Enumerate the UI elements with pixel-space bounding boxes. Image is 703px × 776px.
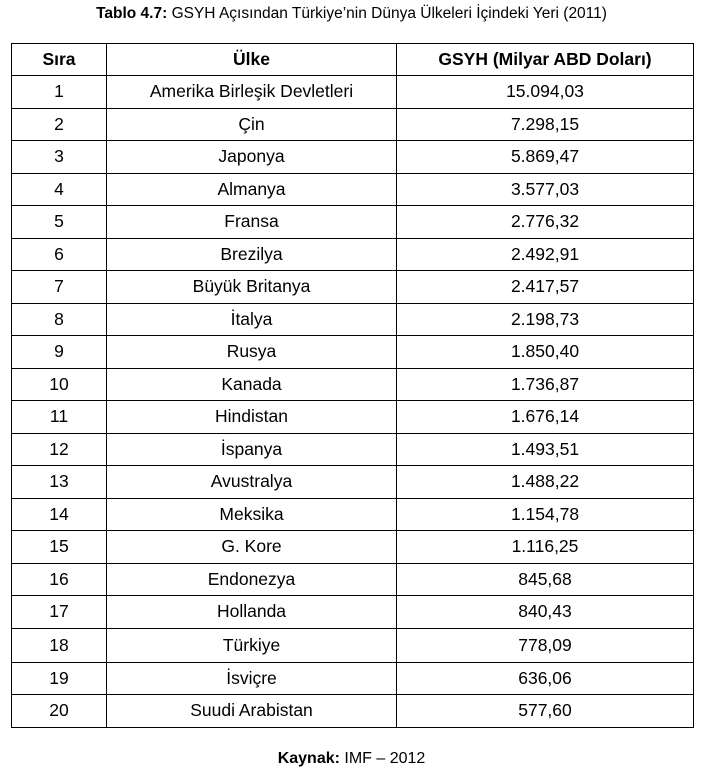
table-header-row	[12, 44, 694, 76]
cell-rank: 14	[12, 498, 107, 531]
cell-rank: 10	[12, 368, 107, 401]
cell-country: Rusya	[107, 336, 397, 369]
cell-rank: 6	[12, 238, 107, 271]
cell-rank: 16	[12, 563, 107, 596]
cell-gdp: 1.850,40	[397, 336, 694, 369]
cell-rank: 3	[12, 141, 107, 174]
cell-gdp: 840,43	[397, 596, 694, 629]
cell-gdp: 778,09	[397, 628, 694, 662]
header-country: Ülke	[107, 44, 397, 76]
cell-country: Avustralya	[107, 466, 397, 499]
table-row	[12, 173, 694, 206]
cell-gdp: 636,06	[397, 662, 694, 695]
cell-rank: 8	[12, 303, 107, 336]
table-row	[12, 596, 694, 629]
cell-country: İspanya	[107, 433, 397, 466]
table-row	[12, 466, 694, 499]
table-row	[12, 76, 694, 109]
caption-label: Tablo 4.7:	[96, 5, 168, 22]
cell-gdp: 1.154,78	[397, 498, 694, 531]
table-row	[12, 695, 694, 728]
gdp-ranking-table	[11, 43, 694, 728]
cell-country: Hollanda	[107, 596, 397, 629]
table-row	[12, 401, 694, 434]
table-row	[12, 141, 694, 174]
table-row	[12, 238, 694, 271]
cell-rank: 4	[12, 173, 107, 206]
cell-country: İsviçre	[107, 662, 397, 695]
cell-rank: 19	[12, 662, 107, 695]
header-gdp: GSYH (Milyar ABD Doları)	[397, 44, 694, 76]
cell-country: Japonya	[107, 141, 397, 174]
cell-country: Almanya	[107, 173, 397, 206]
cell-gdp: 1.116,25	[397, 531, 694, 564]
cell-gdp: 3.577,03	[397, 173, 694, 206]
table-row	[12, 336, 694, 369]
table-row	[12, 662, 694, 695]
table-caption	[0, 5, 703, 23]
cell-gdp: 845,68	[397, 563, 694, 596]
cell-country: İtalya	[107, 303, 397, 336]
source-text: IMF – 2012	[339, 750, 426, 767]
cell-gdp: 1.676,14	[397, 401, 694, 434]
table-row	[12, 531, 694, 564]
table-body	[12, 76, 694, 728]
cell-country: Çin	[107, 108, 397, 141]
table-row	[12, 108, 694, 141]
cell-rank: 2	[12, 108, 107, 141]
cell-country: Fransa	[107, 206, 397, 239]
cell-rank: 11	[12, 401, 107, 434]
cell-gdp: 7.298,15	[397, 108, 694, 141]
cell-rank: 12	[12, 433, 107, 466]
cell-gdp: 2.198,73	[397, 303, 694, 336]
table-row	[12, 628, 694, 662]
cell-rank: 17	[12, 596, 107, 629]
cell-country: Hindistan	[107, 401, 397, 434]
table-source	[0, 750, 703, 768]
cell-gdp: 577,60	[397, 695, 694, 728]
table-row	[12, 498, 694, 531]
cell-country: Endonezya	[107, 563, 397, 596]
cell-gdp: 1.488,22	[397, 466, 694, 499]
cell-country: Suudi Arabistan	[107, 695, 397, 728]
cell-country: Büyük Britanya	[107, 271, 397, 304]
cell-gdp: 2.776,32	[397, 206, 694, 239]
cell-rank: 18	[12, 628, 107, 662]
cell-rank: 9	[12, 336, 107, 369]
cell-rank: 1	[12, 76, 107, 109]
cell-country: Kanada	[107, 368, 397, 401]
table-row	[12, 368, 694, 401]
cell-gdp: 1.736,87	[397, 368, 694, 401]
cell-rank: 5	[12, 206, 107, 239]
cell-country: Meksika	[107, 498, 397, 531]
table-row	[12, 563, 694, 596]
cell-country: Amerika Birleşik Devletleri	[107, 76, 397, 109]
cell-rank: 7	[12, 271, 107, 304]
cell-gdp: 5.869,47	[397, 141, 694, 174]
cell-country: Türkiye	[107, 628, 397, 662]
cell-rank: 20	[12, 695, 107, 728]
cell-gdp: 15.094,03	[397, 76, 694, 109]
cell-rank: 15	[12, 531, 107, 564]
caption-text: GSYH Açısından Türkiye’nin Dünya Ülkeleri İçindeki Yeri (2011)	[167, 5, 607, 22]
cell-gdp: 2.417,57	[397, 271, 694, 304]
cell-country: Brezilya	[107, 238, 397, 271]
table-row	[12, 303, 694, 336]
cell-country: G. Kore	[107, 531, 397, 564]
cell-gdp: 2.492,91	[397, 238, 694, 271]
cell-rank: 13	[12, 466, 107, 499]
cell-gdp: 1.493,51	[397, 433, 694, 466]
table-row	[12, 206, 694, 239]
header-rank: Sıra	[12, 44, 107, 76]
table-row	[12, 271, 694, 304]
table-row	[12, 433, 694, 466]
source-label: Kaynak:	[277, 750, 340, 767]
